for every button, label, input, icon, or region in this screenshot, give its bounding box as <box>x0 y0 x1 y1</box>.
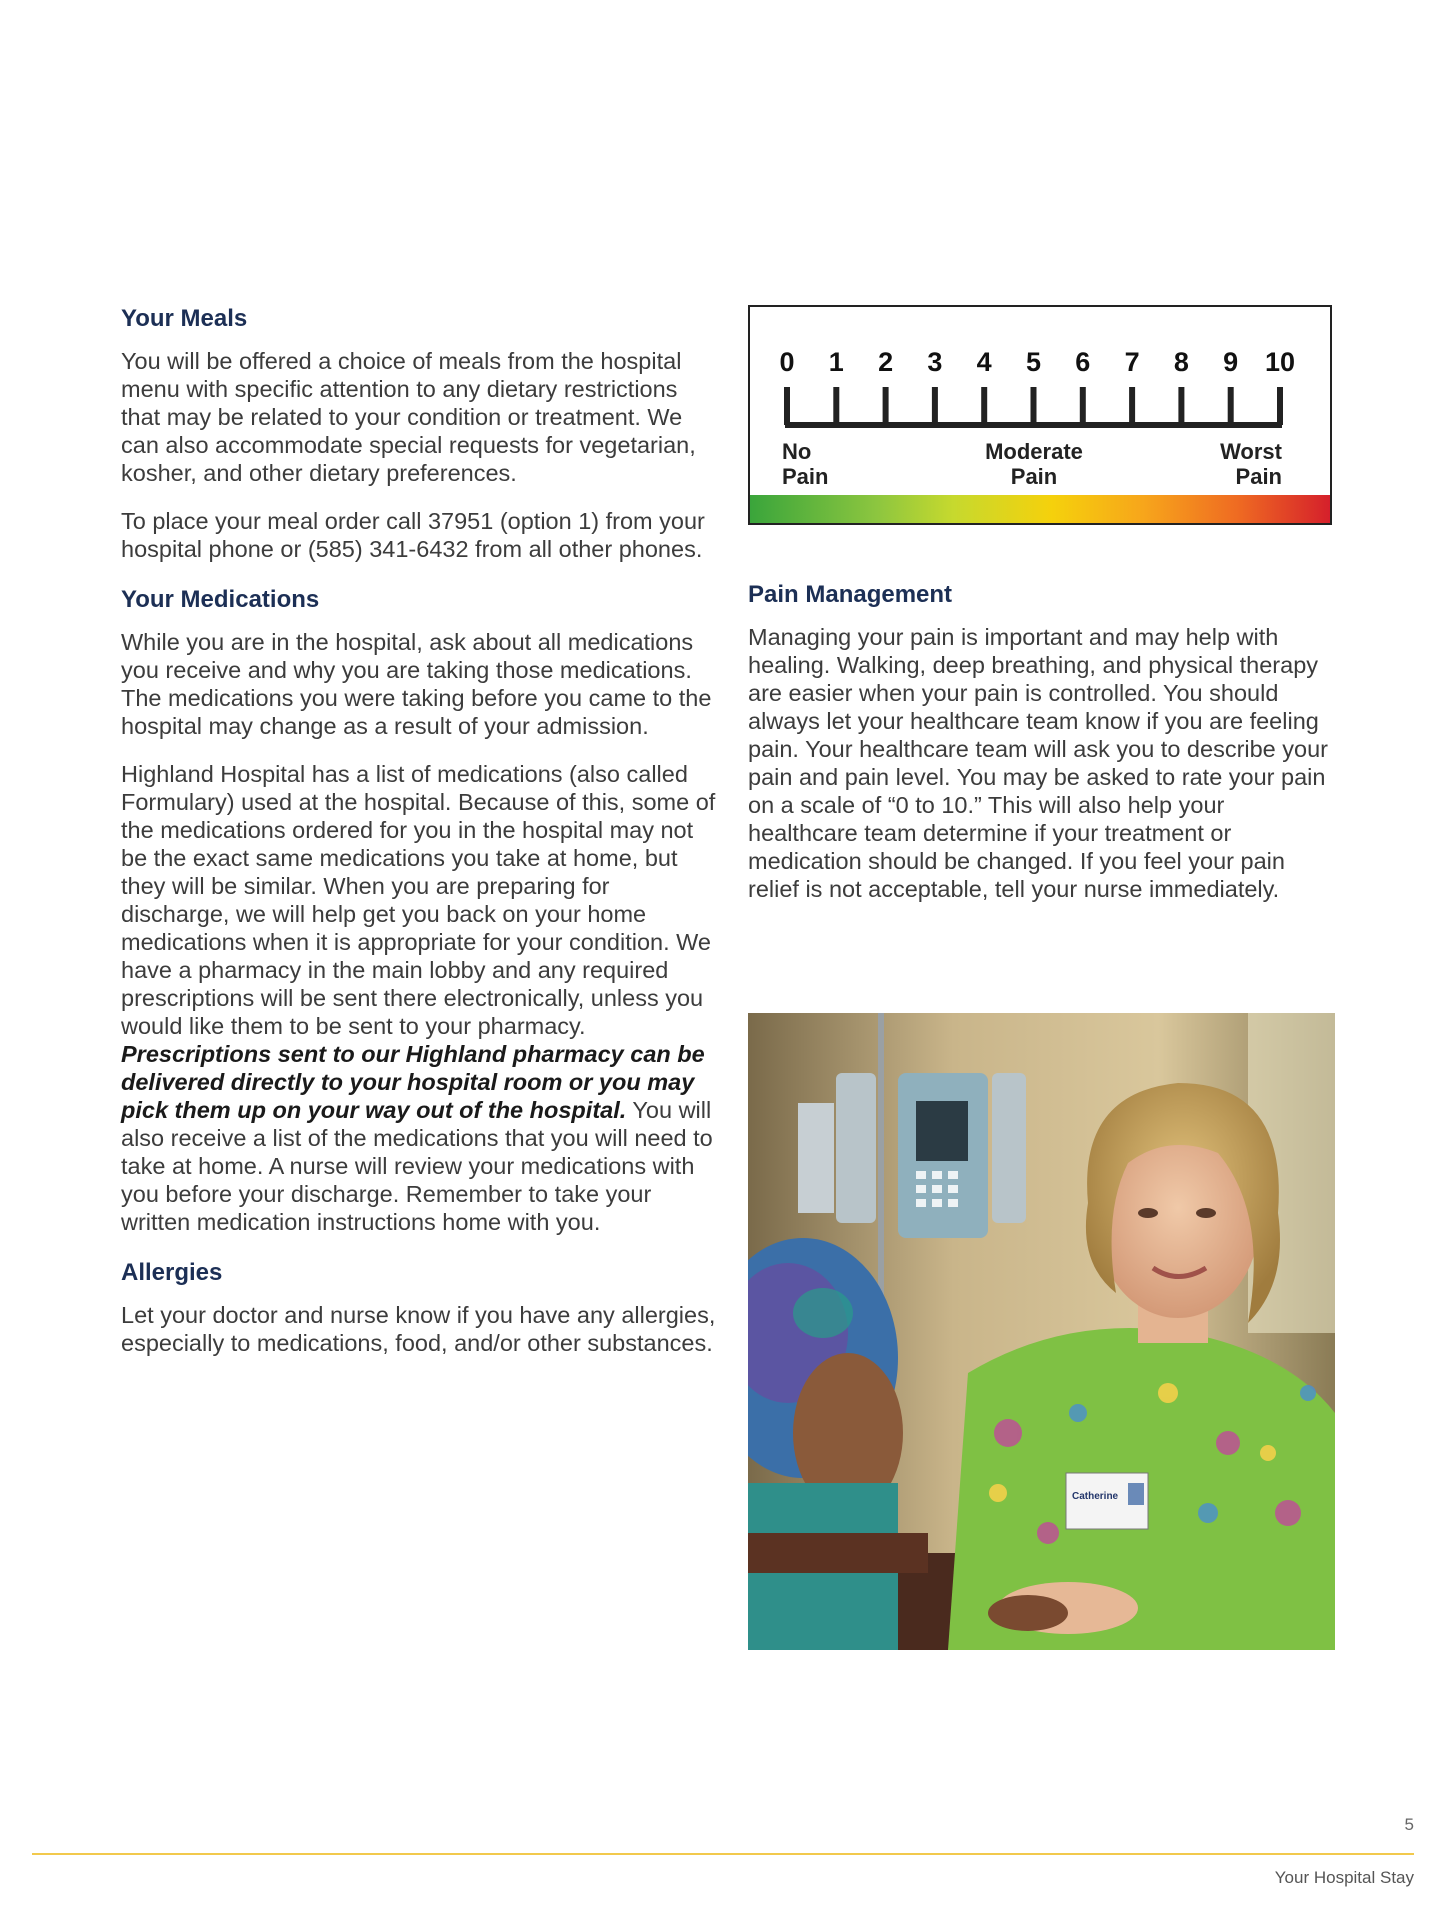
medications-text-end: You will also receive a list of the medications that you will need to take at home. A nurse will review your medications with you before your discharge. Remember to take your written medication instructions home with you. <box>121 1097 713 1235</box>
label-moderate-pain: Pain <box>1010 464 1058 489</box>
scale-number-6: 6 <box>1075 347 1091 377</box>
pain-management-paragraph: Managing your pain is important and may help with healing. Walking, deep breathing, and physical therapy are easier when your pain is controlled. You should always let your healthcare team know if you are feeling pain. Your healthcare team will ask you to describe your pain and pain level. You may be asked to rate your pain on a scale of “0 to 10.” This will also help your healthcare team determine if your treatment or medication should be changed. If you feel your pain relief is not acceptable, tell your nurse immediately. <box>748 624 1328 902</box>
medications-paragraph-1: While you are in the hospital, ask about all medications you receive and why you are taking those medications. The medications you were taking before you came to the hospital may change as a result of your admission. <box>121 629 712 739</box>
badge-name: Catherine <box>1072 1491 1119 1502</box>
label-moderate: Moderate <box>985 439 1083 464</box>
meals-paragraph-2: To place your meal order call 37951 (option 1) from your hospital phone or (585) 341-6432 from all other phones. <box>121 508 705 562</box>
label-no: No <box>782 439 812 464</box>
scale-number-5: 5 <box>1025 347 1042 377</box>
page-number: 5 <box>1404 1815 1414 1834</box>
meals-paragraph-1: You will be offered a choice of meals from the hospital menu with specific attention to any dietary restrictions that may be related to your condition or treatment. We can also accommodate special requests for vegetarian, kosher, and other dietary preferences. <box>121 348 696 486</box>
scale-numbers <box>779 347 1295 377</box>
medications-heading: Your Medications <box>121 586 320 613</box>
allergies-heading: Allergies <box>121 1259 223 1286</box>
pain-management-section <box>748 578 1338 923</box>
footer-divider <box>32 1853 1414 1855</box>
scale-number-2: 2 <box>878 347 894 377</box>
meals-heading: Your Meals <box>121 305 248 332</box>
pain-scale-svg <box>750 307 1330 497</box>
allergies-paragraph: Let your doctor and nurse know if you have any allergies, especially to medications, food, and/or other substances. <box>121 1302 716 1356</box>
scale-number-10: 10 <box>1264 347 1296 377</box>
nurse-patient-photo <box>748 1013 1335 1650</box>
medications-emphasis: Prescriptions sent to our Highland pharmacy can be delivered directly to your hospital room or you may pick them up on your way out of the hospital. <box>121 1041 705 1123</box>
label-no-pain: Pain <box>782 464 829 489</box>
label-worst-pain: Pain <box>1235 464 1282 489</box>
scale-ticks <box>787 387 1280 425</box>
pain-management-heading: Pain Management <box>748 581 953 608</box>
label-worst: Worst <box>1220 439 1282 464</box>
photo-illustration <box>748 1013 1335 1650</box>
scale-number-8: 8 <box>1173 347 1189 377</box>
pain-scale-figure <box>748 305 1332 525</box>
scale-number-0: 0 <box>779 347 795 377</box>
scale-number-3: 3 <box>927 347 943 377</box>
left-column <box>121 302 721 1377</box>
scale-number-4: 4 <box>976 347 992 377</box>
scale-number-9: 9 <box>1223 347 1239 377</box>
scale-number-1: 1 <box>828 347 844 377</box>
pain-gradient-bar <box>750 495 1330 523</box>
footer-title: Your Hospital Stay <box>1274 1868 1414 1887</box>
medications-text-start: Highland Hospital has a list of medications (also called Formulary) used at the hospital. Because of this, some of the medications ordered for you in the hospital may not be the exact same medications you take at home, but they will be similar. When you are preparing for discharge, we will help get you back on your home medications when it is appropriate for your condition. We have a pharmacy in the main lobby and any required prescriptions will be sent there electronically, unless you would like them to be sent to your pharmacy. <box>121 761 716 1039</box>
medications-paragraph-2 <box>121 760 721 1236</box>
scale-number-7: 7 <box>1124 347 1140 377</box>
